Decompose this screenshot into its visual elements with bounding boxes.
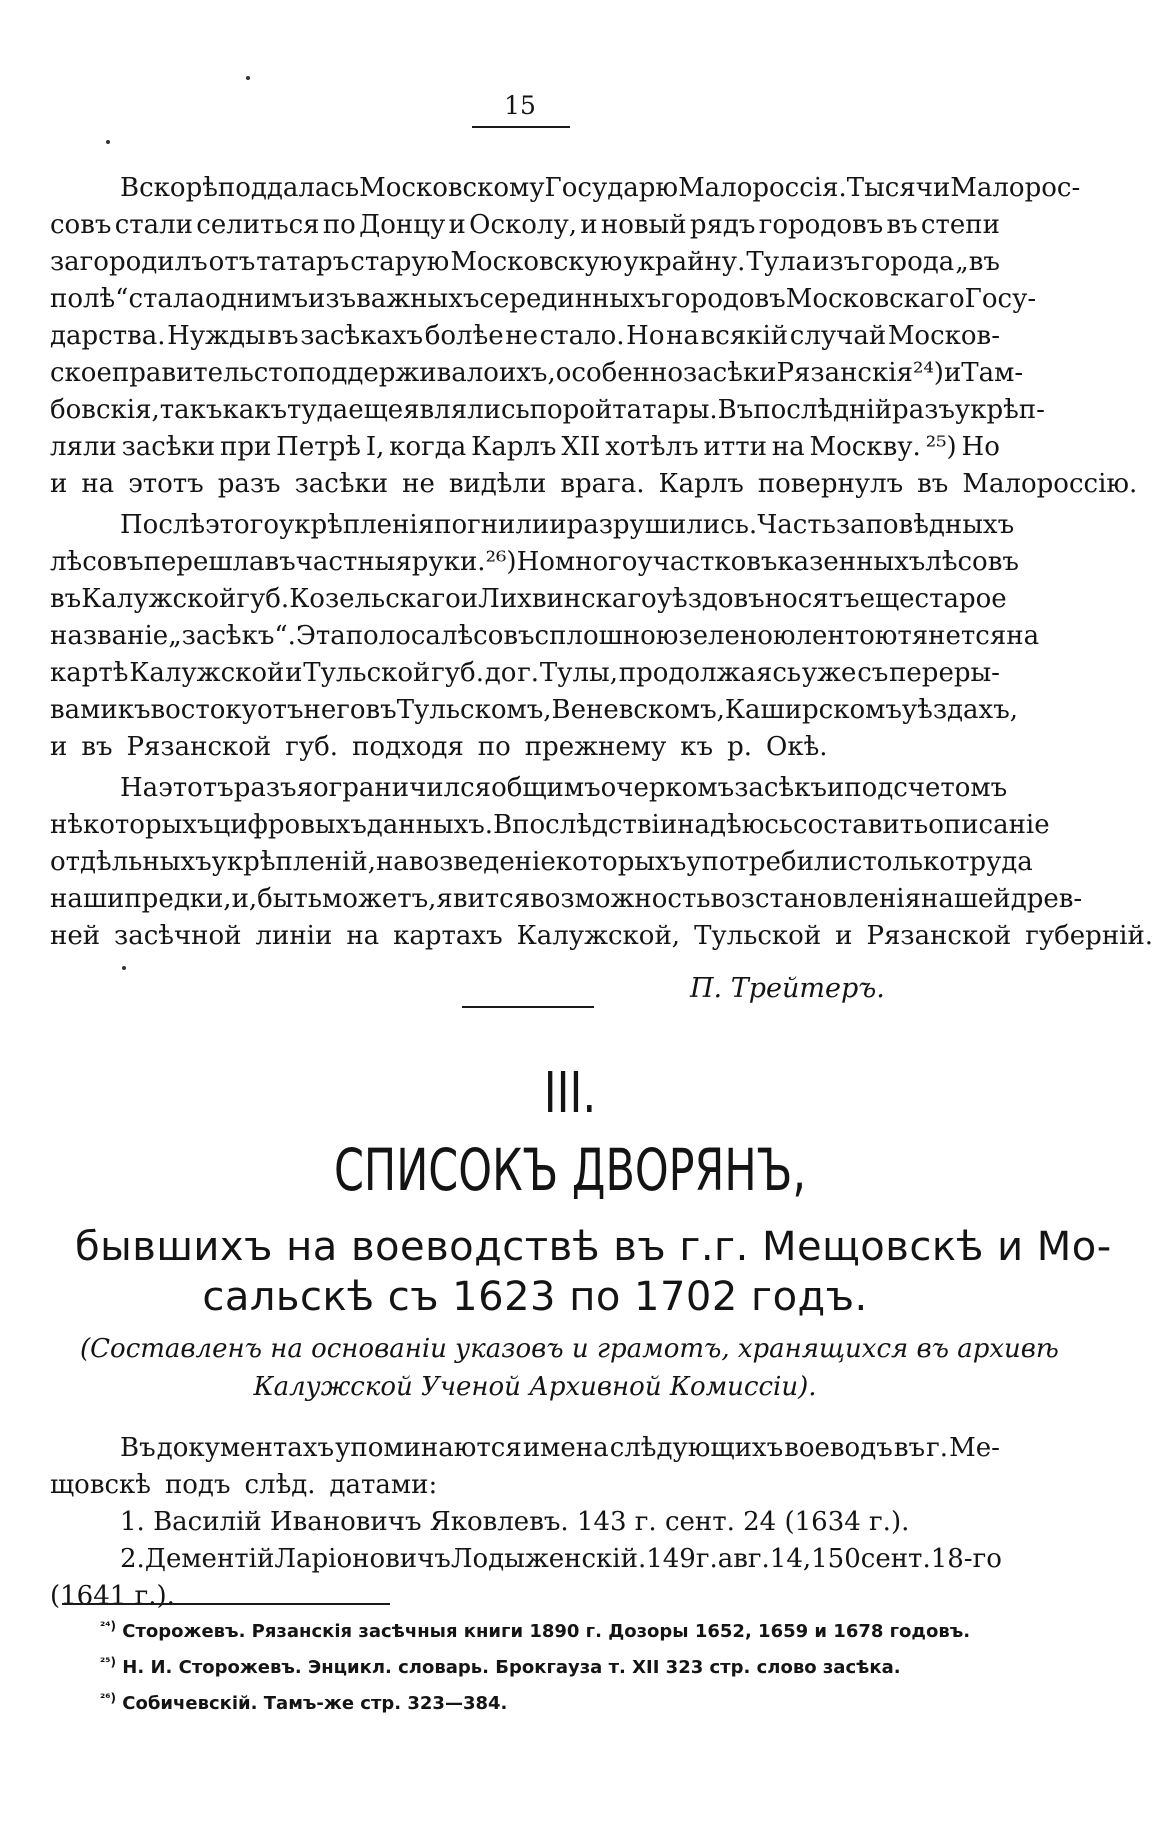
word: имена xyxy=(522,1433,609,1463)
text-line xyxy=(50,844,1033,881)
paragraph-4 xyxy=(50,1430,1000,1504)
word: Тула xyxy=(746,247,812,277)
section-separator xyxy=(462,1006,594,1008)
word: татары. xyxy=(612,395,718,425)
text-line xyxy=(50,544,1019,581)
word: Нужды xyxy=(167,321,266,351)
word: погнили xyxy=(434,510,550,540)
word: являлись xyxy=(403,395,530,425)
word: еще xyxy=(348,395,404,425)
word: правительсто xyxy=(111,358,299,388)
word: авг. xyxy=(717,1544,770,1574)
word: степи xyxy=(920,210,1000,240)
word: частныя xyxy=(295,547,412,577)
page-number: 15 xyxy=(504,91,536,120)
word: Но xyxy=(626,321,665,351)
word: нашей xyxy=(921,884,1011,914)
note-line: (Составленъ на основаніи указовъ и грамотъ, хранящихся въ архивѣ xyxy=(80,1334,1059,1364)
section-title: СПИСОКЪ ДВОРЯНЪ, xyxy=(333,1136,807,1204)
text-line xyxy=(50,244,1000,281)
word: цифровыхъ xyxy=(213,810,367,840)
word: употребили xyxy=(686,847,848,877)
word: на xyxy=(1006,621,1040,651)
word: поддерживало xyxy=(298,358,499,388)
word: картахъ xyxy=(393,921,503,951)
word: Карлъ xyxy=(471,432,557,462)
word: него xyxy=(303,695,366,725)
source-note xyxy=(80,1330,1059,1406)
word: Вскорѣ xyxy=(120,173,218,203)
word: разъ xyxy=(233,773,297,803)
word: подъ xyxy=(164,1470,231,1500)
word: поддалась xyxy=(217,173,360,203)
word: „засѣкъ“. xyxy=(168,621,296,651)
word: когда xyxy=(389,432,467,462)
word: ²⁴) xyxy=(912,358,944,388)
word: рядъ xyxy=(689,210,756,240)
word: ляли xyxy=(50,432,117,462)
word: по xyxy=(477,732,511,762)
word: подходя xyxy=(352,732,464,762)
word: датами: xyxy=(329,1470,438,1500)
word: лѣсовъ xyxy=(925,547,1019,577)
word: На xyxy=(120,773,159,803)
word: заповѣдныхъ xyxy=(835,510,1015,540)
word: возстановленія xyxy=(710,884,921,914)
word: съ xyxy=(857,658,889,688)
word: Часть xyxy=(757,510,836,540)
word: Рязанскія xyxy=(776,358,913,388)
list-item-continuation: (1641 г.). xyxy=(50,1581,175,1611)
word: Козельскаго xyxy=(289,584,461,614)
word: и xyxy=(943,358,962,388)
word: видѣли xyxy=(448,469,547,499)
word: татаръ xyxy=(256,247,350,277)
word: казенныхъ xyxy=(777,547,926,577)
word: линіи xyxy=(255,921,333,951)
word: слѣдующихъ xyxy=(609,1433,784,1463)
word: при xyxy=(220,432,272,462)
text-line xyxy=(50,392,1045,429)
word: Калужской, xyxy=(516,921,681,951)
word: возможность xyxy=(530,884,711,914)
word: Государю xyxy=(544,173,679,203)
word: бовскія, xyxy=(50,395,160,425)
word: которыхъ xyxy=(555,847,687,877)
word: переры- xyxy=(889,658,1000,688)
footnotes xyxy=(100,1611,1010,1719)
word: итти xyxy=(703,432,767,462)
word: Тульскомъ, xyxy=(396,695,552,725)
word: документахъ xyxy=(156,1433,334,1463)
word: 2. xyxy=(120,1544,145,1574)
word: въ xyxy=(50,584,82,614)
word: Эта xyxy=(295,621,346,651)
text-line xyxy=(50,918,1153,955)
paragraph-3 xyxy=(50,770,1153,955)
word: быть xyxy=(257,884,323,914)
word: и xyxy=(835,921,853,951)
text-line xyxy=(50,881,1083,918)
word: Московскую xyxy=(450,247,623,277)
word: укрѣп- xyxy=(954,395,1045,425)
footnote: $^{^{25})}$ Н. И. Сторожевъ. Энцикл. словарь. Брокгауза т. XII 323 стр. слово засѣка. xyxy=(100,1655,901,1678)
word: 14, xyxy=(769,1544,812,1574)
word: наши xyxy=(50,884,125,914)
word: на xyxy=(375,847,409,877)
word: засѣки xyxy=(121,432,216,462)
text-line xyxy=(50,770,1008,807)
word: Послѣ xyxy=(120,510,206,540)
word: щовскѣ xyxy=(50,1470,151,1500)
word: на xyxy=(81,469,115,499)
word: 149 xyxy=(646,1544,696,1574)
word: важныхъ xyxy=(356,284,480,314)
word: Московскому xyxy=(359,173,545,203)
word: селиться xyxy=(196,210,320,240)
word: и xyxy=(580,210,598,240)
word: засѣкъ xyxy=(734,773,827,803)
word: г. xyxy=(517,658,540,688)
word: совъ xyxy=(50,210,112,240)
word: Лихвинскаго xyxy=(478,584,657,614)
word: и xyxy=(826,773,845,803)
text-line xyxy=(50,466,1138,503)
word: засѣки xyxy=(682,358,777,388)
word: 18-го xyxy=(930,1544,1002,1574)
word: къ xyxy=(680,732,714,762)
word: въ xyxy=(264,547,296,577)
text-line xyxy=(50,429,1000,466)
footnote: $^{^{24})}$ Сторожевъ. Рязанскія засѣчныя книги 1890 г. Дозоры 1652, 1659 и 1678 годовъ. xyxy=(100,1619,971,1642)
word: Малорос- xyxy=(950,173,1081,203)
word: данныхъ. xyxy=(366,810,494,840)
text-line xyxy=(50,655,1000,692)
word: ограничился xyxy=(313,773,492,803)
word: „въ xyxy=(955,247,1000,277)
word: города xyxy=(861,247,955,277)
word: особенно xyxy=(555,358,683,388)
word: очеркомъ xyxy=(600,773,735,803)
word: составить xyxy=(793,810,929,840)
word: туда xyxy=(286,395,349,425)
word: Дементій xyxy=(144,1544,275,1574)
word: Тысячи xyxy=(846,173,951,203)
text-line xyxy=(50,355,1024,392)
section-subtitle xyxy=(75,1222,1112,1322)
word: вами xyxy=(50,695,118,725)
word: Лодыженскій. xyxy=(450,1544,647,1574)
word: Малороссію. xyxy=(962,469,1138,499)
word: укрѣпленій, xyxy=(211,847,376,877)
word: сплошною xyxy=(534,621,679,651)
word: Осколу, xyxy=(469,210,578,240)
word: Веневскомъ, xyxy=(551,695,725,725)
word: 150 xyxy=(811,1544,861,1574)
word: и, xyxy=(231,884,258,914)
word: предки, xyxy=(124,884,232,914)
word: Окѣ. xyxy=(766,732,828,762)
word: сент. xyxy=(860,1544,931,1574)
word: въ xyxy=(365,695,397,725)
text-line xyxy=(50,692,1019,729)
word: явится xyxy=(436,884,531,914)
word: изъ xyxy=(308,284,357,314)
word: столько xyxy=(847,847,955,877)
word: Тульской xyxy=(303,658,431,688)
word: и xyxy=(460,584,479,614)
word: на xyxy=(346,921,380,951)
word: надѣюсь xyxy=(677,810,794,840)
word: прежнему xyxy=(524,732,667,762)
word: случай xyxy=(789,321,887,351)
word: хотѣлъ xyxy=(605,432,699,462)
paragraph-2 xyxy=(50,507,1040,766)
word: участковъ xyxy=(637,547,778,577)
word: и xyxy=(50,469,68,499)
word: полоса xyxy=(345,621,441,651)
paragraph-1 xyxy=(50,170,1138,503)
word: болѣе xyxy=(424,321,504,351)
text-line xyxy=(50,318,1000,355)
word: I, xyxy=(365,432,385,462)
word: въ xyxy=(917,469,949,499)
word: тянется xyxy=(897,621,1007,651)
word: г. xyxy=(926,1433,949,1463)
word: уѣздовъ xyxy=(656,584,765,614)
word: Калужской xyxy=(129,658,285,688)
subtitle-line: сальскѣ съ 1623 по 1702 годъ. xyxy=(202,1274,868,1320)
word: уже xyxy=(801,658,857,688)
word: Там- xyxy=(961,358,1024,388)
word: уѣздахъ, xyxy=(901,695,1019,725)
word: въ xyxy=(893,1433,926,1463)
word: Въ xyxy=(717,395,754,425)
word: городовъ xyxy=(758,210,884,240)
word: стало. xyxy=(539,321,625,351)
word: Но xyxy=(961,432,1000,462)
word: врага. xyxy=(560,469,645,499)
word: г. xyxy=(695,1544,718,1574)
word: этотъ xyxy=(128,469,204,499)
text-line xyxy=(50,581,1007,618)
word: дарства. xyxy=(50,321,166,351)
word: Ме- xyxy=(949,1433,1000,1463)
word: воеводъ xyxy=(784,1433,893,1463)
word: ское xyxy=(50,358,112,388)
word: зеленою xyxy=(678,621,796,651)
word: носятъ xyxy=(764,584,860,614)
word: этотъ xyxy=(158,773,234,803)
word: губ. xyxy=(431,658,484,688)
word: разъ xyxy=(892,395,955,425)
text-line xyxy=(50,729,1000,766)
word: труда xyxy=(954,847,1033,877)
word: лѣсовъ xyxy=(50,547,144,577)
word: губ. xyxy=(236,584,290,614)
word: однимъ xyxy=(204,284,309,314)
word: разъ xyxy=(217,469,281,499)
word: не xyxy=(402,469,435,499)
text-line xyxy=(50,1430,1000,1467)
text-line xyxy=(50,807,1050,844)
word: картѣ xyxy=(50,658,129,688)
word: Госу- xyxy=(964,284,1037,314)
footnote-separator xyxy=(62,1603,390,1605)
word: укрѣпленія xyxy=(278,510,435,540)
word: подсчетомъ xyxy=(844,773,1008,803)
word: ихъ, xyxy=(498,358,556,388)
scan-speck xyxy=(106,140,110,144)
word: къ xyxy=(117,695,151,725)
word: отдѣльныхъ xyxy=(50,847,212,877)
word: руки. xyxy=(411,547,486,577)
word: и xyxy=(50,732,68,762)
word: новый xyxy=(600,210,687,240)
word: всякій xyxy=(700,321,789,351)
word: въ xyxy=(267,321,299,351)
word: Рязанской xyxy=(126,732,272,762)
word: такъ xyxy=(159,395,223,425)
word: Въ xyxy=(120,1433,156,1463)
word: Москов- xyxy=(887,321,1000,351)
word: р. xyxy=(727,732,753,762)
word: по xyxy=(322,210,356,240)
word: и xyxy=(549,510,567,540)
subtitle-line: бывшихъ на воеводствѣ въ г.г. Мещовскѣ и Мо- xyxy=(75,1224,1112,1270)
word: повернулъ xyxy=(757,469,904,499)
word: востоку xyxy=(150,695,257,725)
word: Каширскомъ xyxy=(724,695,902,725)
voevoda-list xyxy=(50,1504,1000,1615)
word: перешла xyxy=(143,547,265,577)
word: стали xyxy=(114,210,193,240)
footnote: $^{^{26})}$ Собичевскій. Тамъ-же стр. 323—384. xyxy=(100,1691,508,1714)
word: послѣдній xyxy=(753,395,893,425)
word: порой xyxy=(529,395,613,425)
word: въ xyxy=(81,732,113,762)
word: Калужской xyxy=(81,584,237,614)
word: ²⁵) xyxy=(925,432,957,462)
word: разрушились. xyxy=(566,510,758,540)
word: и xyxy=(448,210,466,240)
scan-speck xyxy=(246,76,250,80)
word: украйну. xyxy=(623,247,746,277)
word: Московскаго xyxy=(785,284,965,314)
word: и xyxy=(285,658,303,688)
word: губ. xyxy=(285,732,339,762)
word: Петрѣ xyxy=(276,432,361,462)
word: общимъ xyxy=(491,773,601,803)
word: Но xyxy=(516,547,555,577)
word: засѣки xyxy=(294,469,389,499)
word: въ xyxy=(886,210,918,240)
word: Рязанской xyxy=(866,921,1012,951)
list-item xyxy=(50,1541,1000,1578)
text-line xyxy=(50,507,1015,544)
word: еще xyxy=(859,584,915,614)
word: отъ xyxy=(256,695,304,725)
word: на xyxy=(666,321,699,351)
word: можетъ, xyxy=(322,884,437,914)
note-line: Калужской Ученой Архивной Комиссіи). xyxy=(253,1372,817,1402)
text-line xyxy=(50,281,1037,318)
scan-speck xyxy=(122,966,126,970)
word: возведеніе xyxy=(408,847,556,877)
word: старую xyxy=(350,247,450,277)
word: нѣкоторыхъ xyxy=(50,810,214,840)
word: Тульской xyxy=(694,921,822,951)
word: засѣчной xyxy=(114,921,242,951)
word: губерній. xyxy=(1025,921,1153,951)
text-line xyxy=(50,1467,1000,1504)
word: слѣд. xyxy=(244,1470,316,1500)
word: Донцу xyxy=(359,210,446,240)
word: Москву. xyxy=(809,432,921,462)
word: XII xyxy=(561,432,601,462)
word: Тулы, xyxy=(539,658,618,688)
word: засѣкахъ xyxy=(300,321,424,351)
text-line xyxy=(50,207,1000,244)
word: я xyxy=(296,773,313,803)
word: названіе xyxy=(50,621,169,651)
word: Ларіоновичъ xyxy=(274,1544,451,1574)
word: лентою xyxy=(795,621,898,651)
word: серединныхъ xyxy=(479,284,662,314)
word: отъ xyxy=(208,247,256,277)
word: Впослѣдствіи xyxy=(493,810,678,840)
word: древ- xyxy=(1010,884,1083,914)
word: стала xyxy=(128,284,205,314)
section-number: III. xyxy=(543,1061,597,1126)
word: старое xyxy=(914,584,1007,614)
list-item: 1. Василій Ивановичъ Яковлевъ. 143 г. сент. 24 (1634 г.). xyxy=(120,1507,910,1537)
word: до xyxy=(484,658,517,688)
word: этого xyxy=(205,510,279,540)
word: загородилъ xyxy=(50,247,208,277)
word: лѣсовъ xyxy=(440,621,535,651)
word: изъ xyxy=(812,247,861,277)
word: ней xyxy=(50,921,101,951)
word: ²⁶) xyxy=(485,547,517,577)
page-number-underline xyxy=(472,126,570,128)
word: упоминаются xyxy=(335,1433,522,1463)
word: продолжаясь xyxy=(618,658,802,688)
word: на xyxy=(771,432,805,462)
word: какъ xyxy=(222,395,287,425)
word: полѣ“ xyxy=(50,284,129,314)
word: описаніе xyxy=(928,810,1050,840)
word: Малороссія. xyxy=(678,173,847,203)
author-signature: П. Трейтеръ. xyxy=(690,973,885,1004)
text-line xyxy=(50,618,1040,655)
word: городовъ xyxy=(661,284,786,314)
word: не xyxy=(505,321,538,351)
text-line xyxy=(50,170,1081,207)
word: Карлъ xyxy=(658,469,744,499)
word: много xyxy=(554,547,638,577)
